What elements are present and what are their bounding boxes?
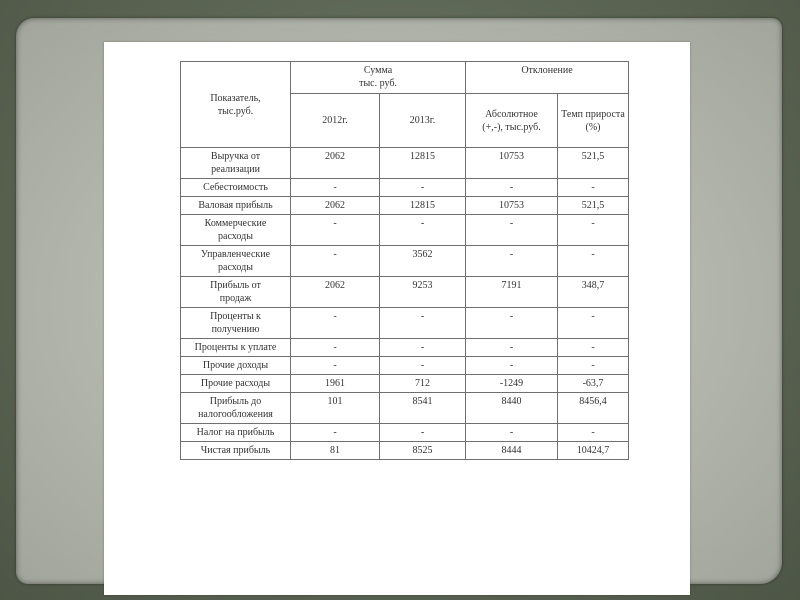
growth-rate-cell: - — [558, 357, 629, 375]
value-2013-cell: - — [380, 424, 466, 442]
header-indicator — [181, 62, 291, 148]
absolute-deviation-cell: - — [466, 308, 558, 339]
table-row — [181, 197, 629, 215]
row-name-cell: Прочие расходы — [181, 375, 291, 393]
header-sum-group — [291, 62, 466, 94]
absolute-deviation-cell: - — [466, 357, 558, 375]
value-2012-cell: - — [291, 339, 380, 357]
header-year-2013 — [380, 94, 466, 148]
row-name-cell: Прибыль от продаж — [181, 277, 291, 308]
header-sum-group-label: Сумма тыс. руб. — [359, 65, 397, 89]
row-name-cell: Валовая прибыль — [181, 197, 291, 215]
table-row — [181, 246, 629, 277]
header-year-2013-label: 2013г. — [409, 115, 436, 126]
value-2012-cell: 2062 — [291, 277, 380, 308]
value-2012-cell: 1961 — [291, 375, 380, 393]
value-2012-cell: - — [291, 424, 380, 442]
table-row — [181, 375, 629, 393]
value-2013-cell: - — [380, 308, 466, 339]
value-2013-cell: - — [380, 339, 466, 357]
header-absolute-label: Абсолютное (+,-), тыс.руб. — [482, 108, 541, 133]
absolute-deviation-cell: 8444 — [466, 442, 558, 460]
table-row — [181, 148, 629, 179]
growth-rate-cell: 348,7 — [558, 277, 629, 308]
table-row — [181, 308, 629, 339]
row-name-cell: Налог на прибыль — [181, 424, 291, 442]
value-2012-cell: 101 — [291, 393, 380, 424]
absolute-deviation-cell: -1249 — [466, 375, 558, 393]
absolute-deviation-cell: - — [466, 339, 558, 357]
value-2013-cell: - — [380, 357, 466, 375]
document-page — [104, 42, 690, 595]
table-row — [181, 393, 629, 424]
growth-rate-cell: - — [558, 308, 629, 339]
growth-rate-cell: 521,5 — [558, 197, 629, 215]
header-indicator-label: Показатель, тыс.руб. — [210, 92, 261, 117]
growth-rate-cell: - — [558, 246, 629, 277]
row-name-cell: Управленческие расходы — [181, 246, 291, 277]
header-year-2012-label: 2012г. — [322, 115, 348, 126]
growth-rate-cell: -63,7 — [558, 375, 629, 393]
row-name-cell: Прочие доходы — [181, 357, 291, 375]
value-2013-cell: 712 — [380, 375, 466, 393]
slide-frame — [16, 18, 782, 584]
table-row — [181, 179, 629, 197]
value-2013-cell: - — [380, 215, 466, 246]
table-row — [181, 442, 629, 460]
value-2013-cell: 8525 — [380, 442, 466, 460]
absolute-deviation-cell: - — [466, 246, 558, 277]
row-name-cell: Прибыль до налогообложения — [181, 393, 291, 424]
row-name-cell: Коммерческие расходы — [181, 215, 291, 246]
value-2012-cell: - — [291, 179, 380, 197]
table-row — [181, 277, 629, 308]
absolute-deviation-cell: - — [466, 215, 558, 246]
growth-rate-cell: 10424,7 — [558, 442, 629, 460]
value-2013-cell: 12815 — [380, 197, 466, 215]
value-2013-cell: - — [380, 179, 466, 197]
table-row — [181, 357, 629, 375]
header-deviation-group — [466, 62, 629, 94]
value-2013-cell: 12815 — [380, 148, 466, 179]
growth-rate-cell: - — [558, 339, 629, 357]
value-2013-cell: 3562 — [380, 246, 466, 277]
value-2012-cell: - — [291, 215, 380, 246]
growth-rate-cell: - — [558, 215, 629, 246]
row-name-cell: Себестоимость — [181, 179, 291, 197]
absolute-deviation-cell: 7191 — [466, 277, 558, 308]
value-2013-cell: 9253 — [380, 277, 466, 308]
growth-rate-cell: - — [558, 179, 629, 197]
financial-results-table — [180, 61, 629, 460]
value-2012-cell: 81 — [291, 442, 380, 460]
header-year-2012 — [291, 94, 380, 148]
header-growth-rate — [558, 94, 629, 148]
growth-rate-cell: - — [558, 424, 629, 442]
value-2012-cell: 2062 — [291, 148, 380, 179]
absolute-deviation-cell: - — [466, 424, 558, 442]
growth-rate-cell: 8456,4 — [558, 393, 629, 424]
value-2012-cell: - — [291, 308, 380, 339]
absolute-deviation-cell: 8440 — [466, 393, 558, 424]
row-name-cell: Чистая прибыль — [181, 442, 291, 460]
header-absolute — [466, 94, 558, 148]
growth-rate-cell: 521,5 — [558, 148, 629, 179]
header-deviation-group-label: Отклонение — [521, 65, 573, 76]
table-row — [181, 215, 629, 246]
absolute-deviation-cell: 10753 — [466, 148, 558, 179]
value-2012-cell: - — [291, 246, 380, 277]
value-2012-cell: 2062 — [291, 197, 380, 215]
table-row — [181, 339, 629, 357]
header-growth-rate-label: Темп прироста (%) — [561, 108, 625, 133]
value-2013-cell: 8541 — [380, 393, 466, 424]
table-header-row — [181, 62, 629, 94]
row-name-cell: Проценты к получению — [181, 308, 291, 339]
value-2012-cell: - — [291, 357, 380, 375]
row-name-cell: Проценты к уплате — [181, 339, 291, 357]
table-row — [181, 424, 629, 442]
row-name-cell: Выручка от реализации — [181, 148, 291, 179]
absolute-deviation-cell: - — [466, 179, 558, 197]
absolute-deviation-cell: 10753 — [466, 197, 558, 215]
